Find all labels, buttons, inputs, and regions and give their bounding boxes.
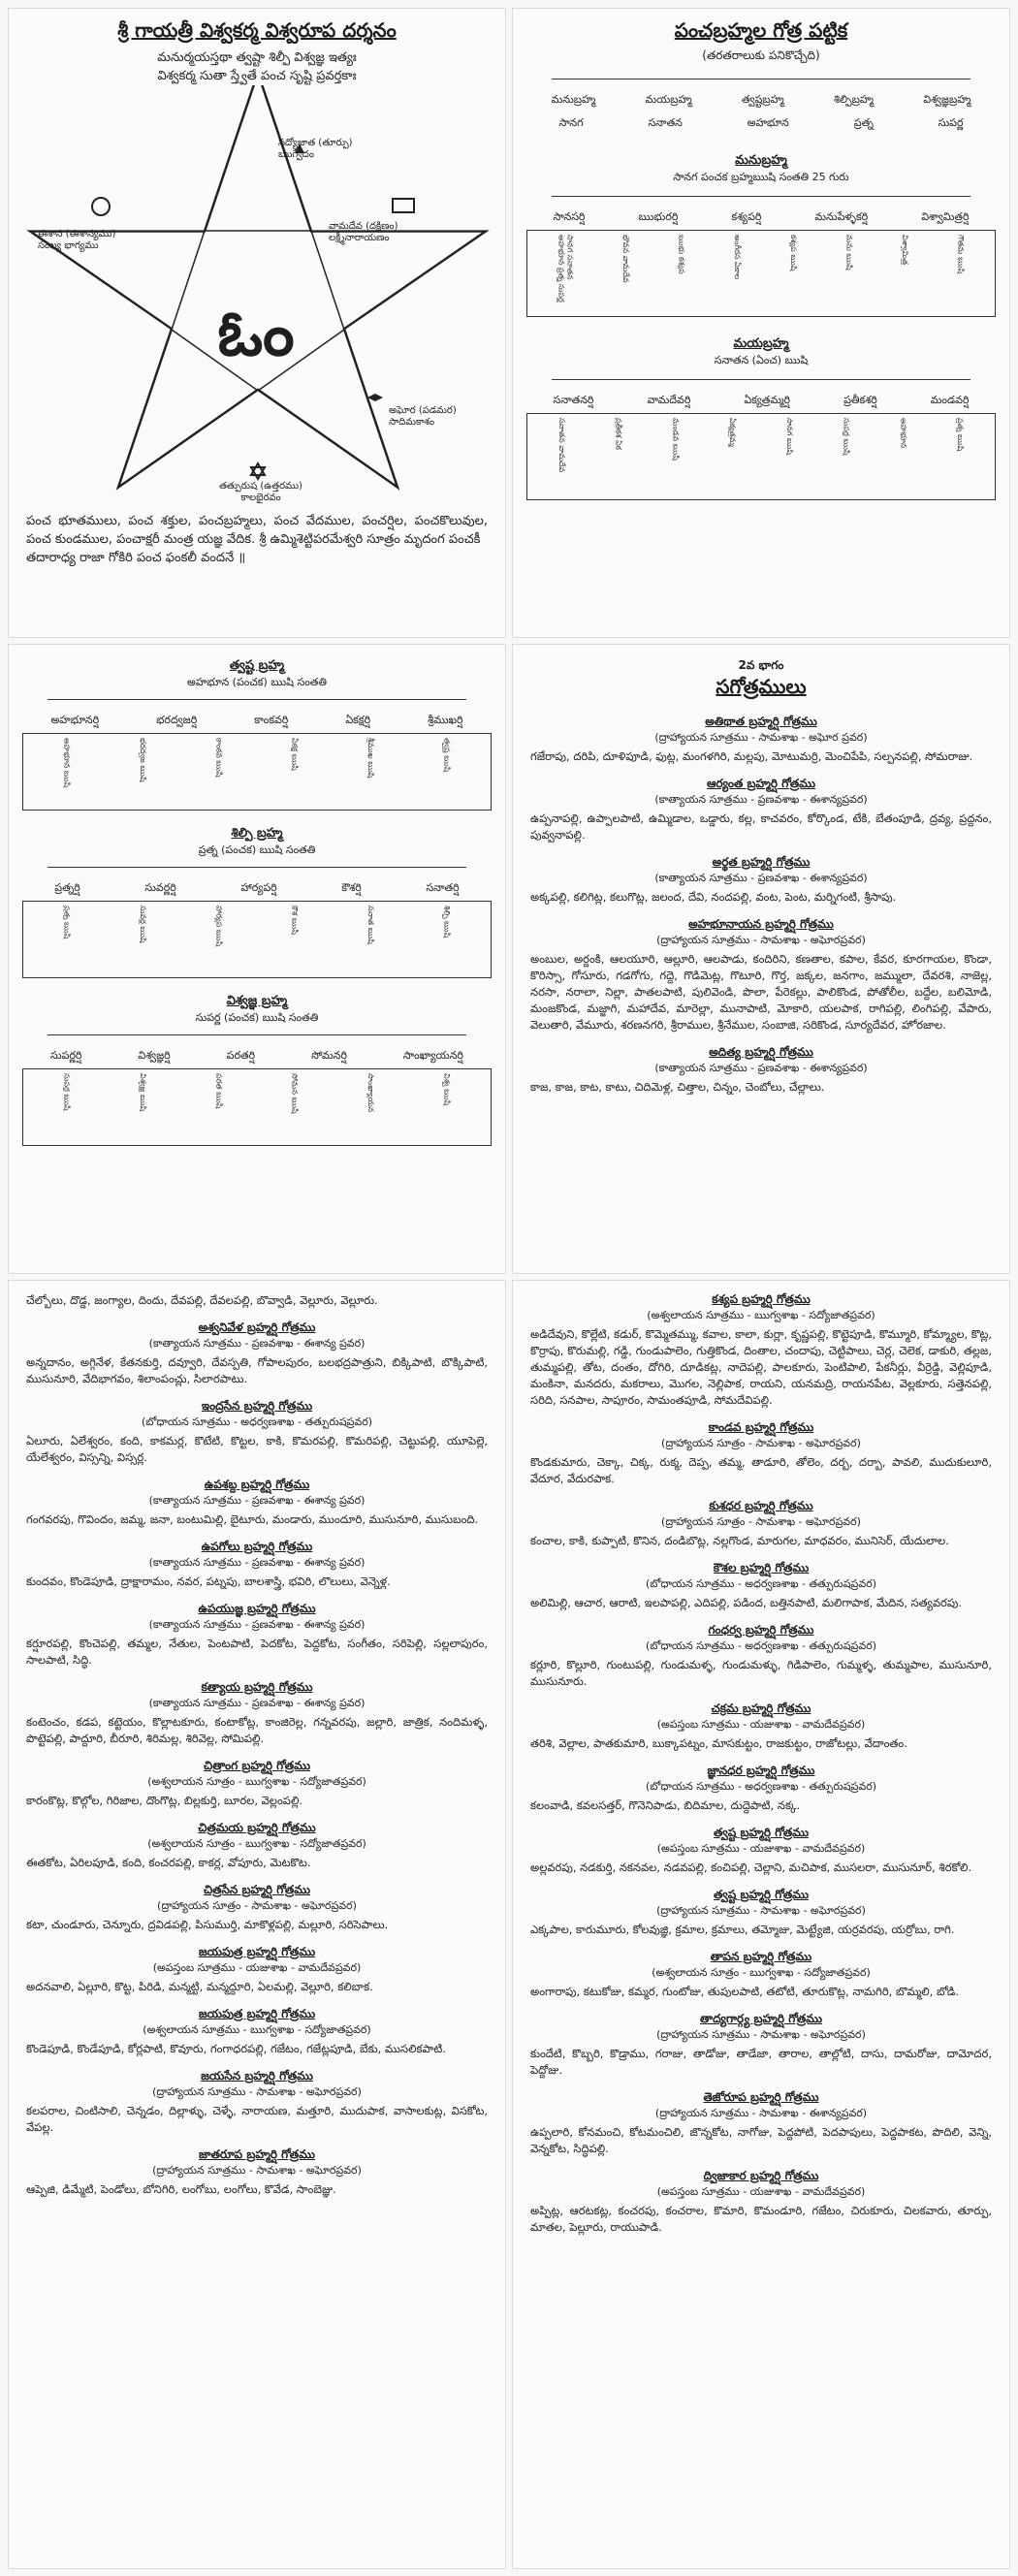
gotra-surnames: ఉప్పనాపల్లి, ఉప్పాలపాటి, ఉమ్మిడాల, ఒడ్డారు, కల్ల, కాచవరం, కోర్కొండ, టేకి, బేతంపూడి, ద్రవ్య, ప్రద్దనం, పువ్వనాపల్లి.	[530, 811, 992, 842]
gotra-heading: కాండవ బ్రహ్మర్షి గోత్రము	[708, 1420, 814, 1434]
panel-gotra-list-right	[512, 1280, 1010, 2569]
tree-node: ప్రత్నర్షి	[54, 881, 80, 894]
gotra-meta: (ద్రాహ్యాయన సూత్రము - సామశాఖ - అఘోరప్రవర)	[656, 1904, 866, 1917]
tree-node: భరద్వజర్షి	[156, 714, 198, 726]
gotra-surnames: అడిదేవుని, కొల్లేటి, కడుర్, కొమ్మెతమ్ము, కవాల, కాలా, కుర్లా, కృష్ణపల్లి, కొట్టెపూడి, కొమ్మూరి, కోమ్మ్యాల, కొట్ల, కొర్రాపు, కొరుమల్లి, గడ్డి, గుండుపాలెం, గుత్తికొండ, దింతాల, చందాపు, చెట్టిపాలు, చెర్ల, చెలెక, డాకురి, తల్లజ, తుమ్మపల్లి, తోట, దంతం, దోగిరి, దూడికట్ల, నాదెపల్లి, పాలకూరు, పెంటిపాలి, పేకనీర్లు, వీర్రెడ్డి, వెల్లిపూడి, మంకినా, మనదరు, మకరాలు, మొగల, నెల్లిపాక, రాయని, యనమద్రి, రాయనపేట, వెల్లకూరు, సత్తెనపల్లి, సరిది, సనపాల, సాపూరం, సామంతపూడి, సోమదేవిపల్లి.	[530, 1327, 992, 1407]
tree-node: సనాతర్షి	[426, 881, 460, 894]
label-east: సద్యోజాత (తూర్పు) ఋగ్వేదం	[278, 138, 353, 160]
gotra-meta: (ద్రాహ్యాయన సూత్రము - సామశాఖ - ఈశాన్యప్రవర)	[654, 2107, 868, 2119]
verse-line: మనుర్మయస్తథా త్వష్టా శిల్పీ విశ్వజ్ఞ ఇత్యః	[157, 50, 357, 65]
gotra-heading: జాతరూప బ్రహ్మర్షి గోత్రము	[199, 2147, 315, 2161]
gotra-surnames: అన్నదానం, అగ్గినేళ, కేతనకుర్తి, దవ్వూరి, దేవస్పతి, గోపాలపురం, బలభద్రపాత్రుని, బిక్కిపాటి, బొక్కిపాటి, ముసునూరి, వేదిభాగవం, శిలాంపంచ్లు, సిలారపాటు.	[26, 1355, 488, 1385]
panel-subtitle: (తరతరాలుకు పనికొచ్చేది)	[702, 48, 820, 62]
gotra-heading: జయసేన బ్రహ్మర్షి గోత్రము	[201, 2069, 313, 2083]
tree-node: పరతర్షి	[226, 1049, 256, 1062]
gotra-surnames: కటా, చుండూరు, చెన్నూరు, ద్రవిడపల్లి, పిసుముర్తి, మాకొళ్లపల్లి, మల్లూరి, సరిసెపాలు.	[26, 1918, 389, 1931]
gotra-meta: (ద్రాహ్యాయన సూత్రం - సామశాఖ - అఘోరప్రవర)	[661, 1437, 861, 1449]
tree-node: ఏకక్షర్షి	[345, 714, 371, 726]
gotra-heading: ఉపశబ్ద బ్రహ్మర్షి గోత్రము	[204, 1478, 310, 1491]
label-south: వామదేవ (దక్షిణం) లక్ష్మీనారాయణం	[329, 221, 398, 243]
label-northeast: ఈశాన (ఈశాన్యము) సంఖ్య భాగ్యము	[38, 229, 116, 251]
tree-sub: అహభూన (పంచక) ఋషి సంతతి	[187, 676, 327, 688]
brahma-node: విశ్వజ్ఞబ్రహ్మ	[923, 93, 971, 106]
gotra-heading: చిత్రసేన బ్రహ్మర్షి గోత్రము	[203, 1883, 311, 1896]
gotra-heading: ఇంద్రసేన బ్రహ్మర్షి గోత్రము	[201, 1399, 313, 1413]
label-north: తత్పురుష (ఉత్తరము) కాలభైరవం	[219, 481, 302, 503]
panel-sagotramulu	[512, 644, 1010, 1274]
gotra-surnames: ఆప్పెజి, డిమ్మేటి, పెండోలు, బోనిగిరి, లంగోబు, లంగోలు, కొవేడ, సాంబెజ్ఞు.	[26, 2182, 336, 2196]
brahma-node: త్వష్టబ్రహ్మ	[741, 93, 784, 106]
brahma-node: మయబ్రహ్మ	[645, 93, 692, 106]
gotra-surnames: అల్లవరపు, నడకుర్తి, నకనవల, నడవపల్లి, కంచిపల్లి, చెల్లాని, మచిపాక, ముసలరా, ముసునూర్, శిరకోలి.	[530, 1860, 972, 1874]
gotra-heading: కుశధర బ్రహ్మర్షి గోత్రము	[709, 1499, 813, 1512]
gotra-surnames: కంటెంచం, కడప, కట్టెయం, కొల్లాటకూరు, కంటాకోట్ల, కాంజిరెల్ల, గన్నవరపు, జల్లారి, జాత్రిక, నందిమళ్ళ, పొట్టెపల్లి, పాద్దూరి, బీరూరి, శిరిమల్ల, శిరివెల్ల, సోమిపల్లి.	[26, 1715, 488, 1745]
tree-node: కాంకవర్షి	[254, 714, 289, 726]
gotra-surnames: కలంవాడి, కవలసత్తర్, గొనెనిపాడు, బిదిమాల, దుద్దెపాటి, నక్క.	[530, 1798, 801, 1812]
gotra-surnames: అప్పిట్ల, ఆరటకట్ల, కంచరపు, కంచరాల, కొమారి, కొమండూరి, గజేటం, చిరుకూరు, చిలకవారు, తూర్పు, మాతల, పెల్లూరు, రాయుపాడి.	[530, 2204, 992, 2234]
gotra-surnames: కాజ, కాజ, కాట, కాటు, చిదిమెళ్ల, చిత్తాల, చిన్నం, చెంబోలు, చేల్లాలు.	[530, 1080, 825, 1094]
gotra-meta: (కాత్యాయన సూత్రము - ప్రణవశాఖ - ఈశాన్య ప్రవర)	[148, 1697, 366, 1709]
tree-node: సానసర్షి	[553, 210, 586, 223]
lineage-box: ప్రత్న ఋషి సువర్ణ ఋషి హార్యప ఋషి కౌశ ఋషి సనాత ఋషి శిల్పి ఋషి	[22, 901, 492, 978]
rishi-node: సుపర్ణ	[938, 116, 964, 129]
gotra-heading: అహభూనాయన బ్రహ్మర్షి గోత్రము	[688, 917, 834, 931]
gotra-meta: (కాత్యాయన సూత్రము - ప్రణవశాఖ - ఈశాన్య ప్రవర)	[148, 1337, 366, 1350]
gotra-surnames: అంగారాపు, కటుకోజు, కమ్మర, గుంటోజు, తుపులపాటి, తటోటి, తూరుకొట్ల, నామగిరి, బొమ్మలి, బోడి.	[530, 1985, 960, 1998]
gotra-surnames: చేల్బోలు, దొడ్డ, జంగ్యాల, దిందు, దేవపల్లి, దేవలపల్లి, బొవ్వాడి, వెల్లూరు, వెల్లూరు.	[26, 1293, 378, 1307]
tree-node: సనాతనర్షి	[553, 394, 594, 406]
gotra-surnames: కలపరాల, చింటిసాలి, చెన్నడం, దిల్లాళ్ళు, చెళ్ళే, నారాయణ, మత్తూరి, ముదుపాక, వాసాలకుట్ల, విసకోట, వేపల్ల.	[26, 2104, 488, 2134]
gotra-meta: (ద్రాహ్యాయన సూత్రము - సామశాఖ - అఘోరప్రవర)	[656, 934, 866, 946]
gotra-meta: (బోధాయన సూత్రము - అధర్వణశాఖ - తత్పురుషప్రవర)	[645, 1780, 877, 1793]
tree-connector	[552, 79, 970, 93]
gotra-surnames: కొండకుమారు, చెక్కా, చిక్క, రుక్మ, దెప్ప, తమ్మ, తాడూరి, తోలెం, దర్బ, దర్బా, పావలి, ముదుకులూరి, వేదూర, వేదురపాక.	[530, 1455, 992, 1485]
tree-head: మనుబ్రహ్మ	[735, 153, 787, 168]
gotra-surnames: కారంకొట్ల, కొల్గోల, గిరిజాల, దొంగొట్ల, బిల్లకుర్తి, బూరల, వెల్లంపల్లి.	[26, 1794, 303, 1807]
gotra-surnames: కర్షూరపల్లి, కొంచెపల్లి, తమ్మల, నేతుల, పెంటపాటి, పెదకోట, పెద్దకోట, సంగీతం, సరిపెల్లి, సల్లలాపురం, సాలపాటి, సిద్ధి.	[26, 1637, 488, 1667]
gotra-heading: తాపన బ్రహ్మర్షి గోత్రము	[710, 1950, 812, 1963]
gotra-meta: (బోధాయన సూత్రము - అధర్వణశాఖ - తత్పురుషప్రవర)	[141, 1415, 373, 1428]
label-west: అఘోర (పడమర) సాదిమకాశం	[389, 405, 457, 428]
tree-node: సువర్ణర్షి	[144, 881, 176, 894]
gotra-meta: (కాత్యాయన సూత్రము - ప్రణవశాఖ - ఈశాన్య ప్రవర)	[148, 1556, 366, 1569]
tree-head: విశ్వజ్ఞ బ్రహ్మ	[226, 994, 288, 1008]
tree-head: త్వష్ట బ్రహ్మ	[229, 658, 285, 673]
gotra-surnames: ఏలూరు, ఏలేశ్వరం, కంది, కాకమర్ల, కొటేటి, కొట్టల, కాకి, కొమరపల్లి, కొమరిపల్లి, చెట్టుపల్లి, యూపెల్లె, యేలేశ్వరం, విస్సన్ని, విస్సర్ల.	[26, 1434, 488, 1464]
gotra-surnames: ఈతకోట, ఏరిలపూడి, కంది, కంచరపల్లి, కాకర్ల, వోపూరు, మెటకొట.	[26, 1856, 311, 1869]
rishi-node: సనాతన	[648, 116, 683, 129]
gotra-heading: త్వష్ట బ్రహ్మర్షి గోత్రము	[713, 1826, 810, 1839]
gotra-surnames: కుందవం, కొండెపూడి, ద్రాక్షారామం, నవర, పట్నపు, బాలశాస్త్రి, భవిరి, లొలులు, వెన్నెళ్ల.	[26, 1574, 391, 1588]
gotra-heading: అతిథాత బ్రహ్మర్షి గోత్రము	[705, 715, 817, 728]
tree-head: మయబ్రహ్మ	[733, 336, 789, 351]
gotra-surnames: ఎక్కపాల, కారుమూరు, కోలవుజ్ఞి, క్రమాల, క్రమాలు, తమ్మోజు, మెట్ట్యేజి, యర్రవరపు, యర్రోబు, రాగి.	[530, 1923, 955, 1936]
panel-brahma-trees	[8, 644, 506, 1274]
gotra-meta: (కాత్యాయన సూత్రము - ప్రణవశాఖ - ఈశాన్య ప్రవర)	[148, 1494, 366, 1507]
sun-icon	[92, 198, 110, 215]
tree-connector	[48, 867, 466, 881]
gotra-meta: (బోధాయన సూత్రము - అధర్వణశాఖ - తత్పురుషప్రవర)	[645, 1639, 877, 1652]
tree-connector	[552, 379, 970, 394]
gotra-surnames: గంగవరపు, గొవిందం, జమ్మ, జనా, బంటుమిల్లి, బైటూరు, మండారు, ముందూరి, ముసునూరి, ముసుబంది.	[26, 1512, 479, 1526]
gotra-heading: తెజోరూప బ్రహ్మర్షి గోత్రము	[703, 2090, 819, 2104]
tree-connector	[48, 1034, 466, 1049]
gotra-heading: కౌశల బ్రహ్మర్షి గోత్రము	[713, 1561, 810, 1574]
gotra-heading: అదిత్య బ్రహ్మర్షి గోత్రము	[709, 1045, 813, 1059]
pentagram-diagram	[9, 85, 506, 512]
gotra-surnames: కంచాల, కాకి, కుప్పాటి, కొనిన, దండిబొట్ల, నల్లగొండ, మారుగల, మాధవరం, మునిసెర్, యేదులాల.	[530, 1534, 949, 1547]
tree-node: కశ్యపర్షి	[731, 210, 762, 223]
tree-node: కౌశర్షి	[341, 881, 362, 894]
gotra-meta: (ద్రాహ్యాయన సూత్రము - సామశాఖ - అఘోరప్రవర)	[152, 2085, 362, 2098]
gotra-heading: జయపుత్ర బ్రహ్మర్షి గోత్రము	[198, 2007, 316, 2020]
rishi-nodes	[526, 116, 996, 132]
tree-node: ఏక్యత్రమ్మర్షి	[744, 394, 791, 406]
gotra-surnames: ఉప్పలారి, కోనమంచి, కోటమంచిలి, జొన్నకోట, నాగోజు, పెద్దపోటి, పెదపాపులు, పెద్దపాకట, పొదిలి, వెన్ని, వెన్నకోట, సిద్ధిపల్లి.	[530, 2125, 992, 2155]
tree-node: విశ్వామిత్రర్షి	[921, 210, 970, 223]
gotra-heading: ఉపగోలు బ్రహ్మర్షి గోత్రము	[201, 1540, 313, 1553]
tree-nodes	[526, 210, 996, 226]
tree-node: అహభూనర్షి	[50, 714, 100, 726]
gotra-surnames: అక్కపల్లి, కలిగిట్ల, కలుగొట్ల, జలంద, దేవి, నందపల్లి, వంట, పెంట, మర్నిగంటి, శ్రీసాపు.	[530, 890, 897, 904]
gotra-surnames: కుందేటి, కొబ్బరి, కొడ్రాము, గరాజు, తాడోజు, తాడేజా, తారాల, తాల్లోటి, దాసు, దామరోజు, దామోదర, పెద్దోజు.	[530, 2047, 992, 2077]
tree-node: సోమనర్షి	[311, 1049, 347, 1062]
gotra-surnames: అలిమిల్లి, ఆచార, ఆరాటి, ఇలపాపల్లి, ఎదిపల్లి, పడింద, బత్తినపాటి, మలిగాపాక, మేదిన, సత్యవరపు.	[530, 1596, 962, 1609]
gotra-meta: (కాత్యాయన సూత్రము - ప్రణవశాఖ - ఈశాన్య ప్రవర)	[148, 1618, 366, 1631]
rishi-node: అహభూన	[747, 116, 789, 129]
tree-node: వామదేవర్షి	[647, 394, 691, 406]
gotra-meta: (కాత్యాయన సూత్రము - ప్రణవశాఖ - ఈశాన్యప్రవర)	[654, 872, 868, 884]
lineage-box: సానగ సనాతన అహభూన ప్రత్న సుపర్ణ భౌవన వామదేవ ఋభు కశ్యప అంగీరస ఏకాల కశ్యప ఋషి మను ఋషి విశ్వామిత్ర గౌతమ ఋషి	[526, 230, 996, 317]
gotra-meta: (ద్రాహ్యాయన సూత్రము - సామశాఖ - అఘోర ప్రవర)	[654, 731, 868, 744]
gotra-heading: ద్విజాకార బ్రహ్మర్షి గోత్రము	[703, 2169, 819, 2182]
gotra-meta: (అపస్తంబ సూత్రము - యజుశాఖ - వామదేవప్రవర)	[656, 1718, 866, 1731]
gotra-meta: (ద్రాహ్యాయన సూత్రం - సామశాఖ - అఘోరప్రవర)	[661, 1515, 861, 1528]
panel-title: శ్రీ గాయత్రీ విశ్వకర్మ విశ్వరూప దర్శనం	[117, 18, 397, 42]
lineage-box: అహభూన ఋషి భరద్వజ ఋషి కాంకవ ఋషి ఏకక్ష ఋషి శ్రీముఖ ఋషి త్వష్ట ఋషి	[22, 733, 492, 811]
footer-text: పంచ భూతములు, పంచ శక్తుల, పంచబ్రహ్మలు, పంచ వేదముల, పంచర్షిల, పంచకొలువుల, పంచ కుండముల, పంచాక్షరీ మంత్ర యజ్ఞ వేదిక. శ్రీ ఉమ్మిశెట్టిపరమేశ్వరి సూత్రం మృదంగ పంచకీ	[26, 514, 488, 547]
verse-line: విశ్వకర్మ సుతా స్త్వేతే పంచ సృష్టి ప్రవర్తకాః	[157, 69, 357, 83]
square-icon	[393, 199, 414, 212]
rishi-node: ప్రత్న	[853, 116, 874, 129]
panel-gotra-table	[512, 8, 1010, 638]
tree-nodes	[526, 394, 996, 409]
gotra-heading: ఆర్యంత బ్రహ్మర్షి గోత్రము	[706, 777, 816, 790]
lineage-box: సుపర్ణ ఋషి విశ్వజ్ఞ ఋషి పరత ఋషి సోమన ఋషి సాంఖ్యాయన విశ్వ ఋషి	[22, 1068, 492, 1146]
tree-sub: ప్రత్న (పంచక) ఋషి సంతతి	[198, 843, 316, 856]
gotra-meta: (కాత్యాయన సూత్రము - ప్రణవశాఖ - ఈశాన్యప్రవర)	[654, 1062, 868, 1074]
tree-head: శిల్పి బ్రహ్మ	[231, 826, 283, 841]
tree-nodes	[22, 714, 492, 729]
om-symbol: ఓం	[217, 299, 295, 370]
gotra-heading: తాద్యగార్గ్య బ్రహ్మర్షి గోత్రము	[699, 2012, 823, 2025]
gotra-surnames: కొండెపూడి, కొండేపూడి, కోర్లపాటి, కొవూరు, గంగాధరపల్లి, గజేటం, గజేట్లపూడి, బేకు, ముసలికపాటి.	[26, 2042, 446, 2055]
gotra-meta: (అశ్వలాయన సూత్రము - ఋగ్వశాఖ - సద్యోజాతప్రవర)	[143, 2023, 371, 2036]
tree-sub: సానగ పంచక బ్రహ్మఋషి సంతతి 25 గురు	[673, 171, 849, 183]
tree-sub: సుపర్ణ (పంచక) ఋషి సంతతి	[195, 1011, 319, 1024]
tree-node: హార్యపర్షి	[240, 881, 277, 894]
gotra-heading: గంధర్వ బ్రహ్మర్షి గోత్రము	[708, 1623, 814, 1637]
gotra-surnames: అదనవాలి, ఏల్లూరి, కొట్ట, పిరిడి, మన్మట్టి, మన్మద్దూరి, ఏలమల్లి, వెల్లూరి, కలిబాక.	[26, 1980, 373, 1993]
lineage-box: సనాతన వామదేవ ప్రతీకశ ఏక మండవ ఋషి ఏక్యత్రమ్మ సానగ ఋషి సుపర్ణ ఋషి అహభూన ప్రత్న ఋషి	[526, 413, 996, 500]
gotra-meta: (అపస్తంబ సూత్రము - యజుశాఖ - వామదేవప్రవర)	[152, 1961, 362, 1974]
brahma-nodes	[526, 93, 996, 109]
gotra-surnames: అంబుల, అర్దంకి, ఆలయూరి, ఆల్లూరి, ఆలపాడు, కందిరిని, కణతాల, కపాల, కేవర, కూరగాయల, కొండా, కొరిస్సా, గోసూరు, గడగోగు, గద్దె, గొడిమెట్ల, గొటూరి, గొర్త, జక్కల, జనగాం, జమ్ములా, దేవరశి, నాజెల్ల, నరసా, నరాలా, నిల్లా, పాతలపాటి, పులివెండి, పొలా, పేరెకల్లు, పాలికొండ, పోతోలీల, బద్దేల, బలిమోడి, మంజకొండ, మజ్జాగి, మహాదేవ, మారెల్లా, మునాపాటి, మోకారి, యలపాక, రాగిపల్లి, లింగిపల్లి, వేపారు, వెలుతారి, వేమూరు, శరణనగరి, శ్రీరాముల, శ్రీనేముల, సంబాజి, సరికొండ, సూర్యదేవర, హోరజాల.	[530, 952, 992, 1032]
footer-text-end: తదారాధ్య రాజా గోకిరి పంచ ఫంకలీ వందనే ॥	[26, 551, 246, 565]
gotra-heading: జ్ఞానధర బ్రహ్మర్షి గోత్రము	[707, 1764, 815, 1777]
gotra-meta: (అశ్వలాయన సూత్రం - ఋగ్వశాఖ - సద్యోజాతప్రవర)	[147, 1775, 366, 1788]
tree-node: సుపర్ణర్షి	[50, 1049, 82, 1062]
gotra-heading: అశ్వనివేళ బ్రహ్మర్షి గోత్రము	[198, 1320, 316, 1334]
part-title: సగోత్రములు	[716, 675, 807, 698]
panel-title: పంచబ్రహ్మల గోత్ర పట్టిక	[674, 18, 848, 42]
gotra-surnames: తరిశి, వెల్లాల, పాతకుమారి, బుక్కాపట్నం, మాసకుట్టం, రాజకుట్టం, రాజోటల్లు, వేదాంతం.	[530, 1736, 907, 1750]
tree-nodes	[22, 881, 492, 897]
tree-node: ఋభురర్షి	[638, 210, 679, 223]
gotra-meta: (అశ్వలాయన సూత్రం - ఋగ్వశాఖ - సద్యోజాతప్రవర)	[147, 1837, 366, 1850]
part-label: 2వ భాగం	[738, 658, 784, 672]
tree-node: మండవర్షి	[930, 394, 970, 406]
gotra-meta: (కాత్యాయన సూత్రము - ప్రణవశాఖ - ఈశాన్యప్రవర)	[654, 793, 868, 806]
gotra-heading: కశ్యప బ్రహ్మర్షి గోత్రము	[712, 1292, 811, 1306]
gotra-meta: (అశ్వలాయన సూత్రం - ఋగ్వశాఖ - సద్యోజాతప్రవర)	[652, 1966, 871, 1979]
tree-node: ప్రతీకశర్షి	[843, 394, 877, 406]
tree-nodes	[22, 1049, 492, 1065]
tree-node: విశ్వజ్ఞర్షి	[138, 1049, 171, 1062]
gotra-heading: అర్థత బ్రహ్మర్షి గోత్రము	[712, 855, 811, 869]
tree-connector	[48, 699, 466, 714]
tree-node: శ్రీముఖర్షి	[428, 714, 463, 726]
gotra-meta: (అశ్వలాయన సూత్రము - ఋగ్వశాఖ - సద్యోజాతప్రవర)	[647, 1309, 875, 1321]
gotra-meta: (ద్రాహ్యాయన సూత్రము - సామశాఖ - అఘోరప్రవర)	[152, 2164, 362, 2177]
panel-gotra-list-left	[8, 1280, 506, 2569]
tree-sub: సనాతన (ఏంచ) ఋషి	[714, 354, 809, 366]
gotra-surnames: గజేరాపు, దరిపి, దూళిపూడి, ఫుట్ల, మంగళగిరి, మల్లపు, మోటుమర్రి, మెంచిపేపి, సల్పనపల్లి, సోమరాజు.	[530, 749, 973, 763]
gotra-meta: (బోధాయన సూత్రము - అధర్వణశాఖ - తత్పురుషప్రవర)	[645, 1577, 877, 1590]
tree-connector	[552, 196, 970, 210]
gotra-heading: త్వష్ట బ్రహ్మర్షి గోత్రము	[713, 1888, 810, 1901]
diamond-icon	[367, 394, 383, 401]
panel-vishwarupa	[8, 8, 506, 638]
gotra-heading: చక్రమ బ్రహ్మర్షి గోత్రము	[711, 1701, 811, 1715]
tree-node: మనుపేళ్ళకర్షి	[814, 210, 869, 223]
gotra-heading: చిత్రమయ బ్రహ్మర్షి గోత్రము	[198, 1821, 316, 1834]
gotra-heading: కత్యాయ బ్రహ్మర్షి గోత్రము	[201, 1680, 313, 1694]
gotra-heading: జయపుత్ర బ్రహ్మర్షి గోత్రము	[198, 1945, 316, 1958]
gotra-meta: (అపస్తంబ సూత్రము - యజుశాఖ - వామదేవప్రవర)	[656, 1842, 866, 1855]
brahma-node: శిల్పిబ్రహ్మ	[834, 93, 874, 106]
gotra-surnames: కర్లూరి, కొల్లూరి, గుంటుపల్లి, గుండుమళ్ళ, గుండుమళ్ళు, గిడిపాలెం, గుమ్మళ్ళ, తుమ్మపాల, ముసునూరి, ముసునూరు.	[530, 1658, 992, 1688]
rishi-node: సానగ	[558, 116, 584, 129]
gotra-meta: (ద్రాహ్యాయన సూత్రం - సామశాఖ - అఘోరప్రవర)	[157, 1899, 357, 1912]
gotra-heading: చిత్రాంగ బ్రహ్మర్షి గోత్రము	[204, 1759, 310, 1772]
gotra-meta: (అపస్తంబ సూత్రము - యజుశాఖ - వామదేవప్రవర)	[656, 2185, 866, 2198]
brahma-node: మనుబ్రహ్మ	[551, 93, 596, 106]
gotra-meta: (ద్రాహ్యాయన సూత్రము - సామశాఖ - అఘోరప్రవర)	[656, 2028, 866, 2041]
tree-node: సాంఖ్యాయనర్షి	[402, 1049, 463, 1062]
gotra-heading: ఉపయుజ్ఞ బ్రహ్మర్షి గోత్రము	[198, 1602, 316, 1615]
